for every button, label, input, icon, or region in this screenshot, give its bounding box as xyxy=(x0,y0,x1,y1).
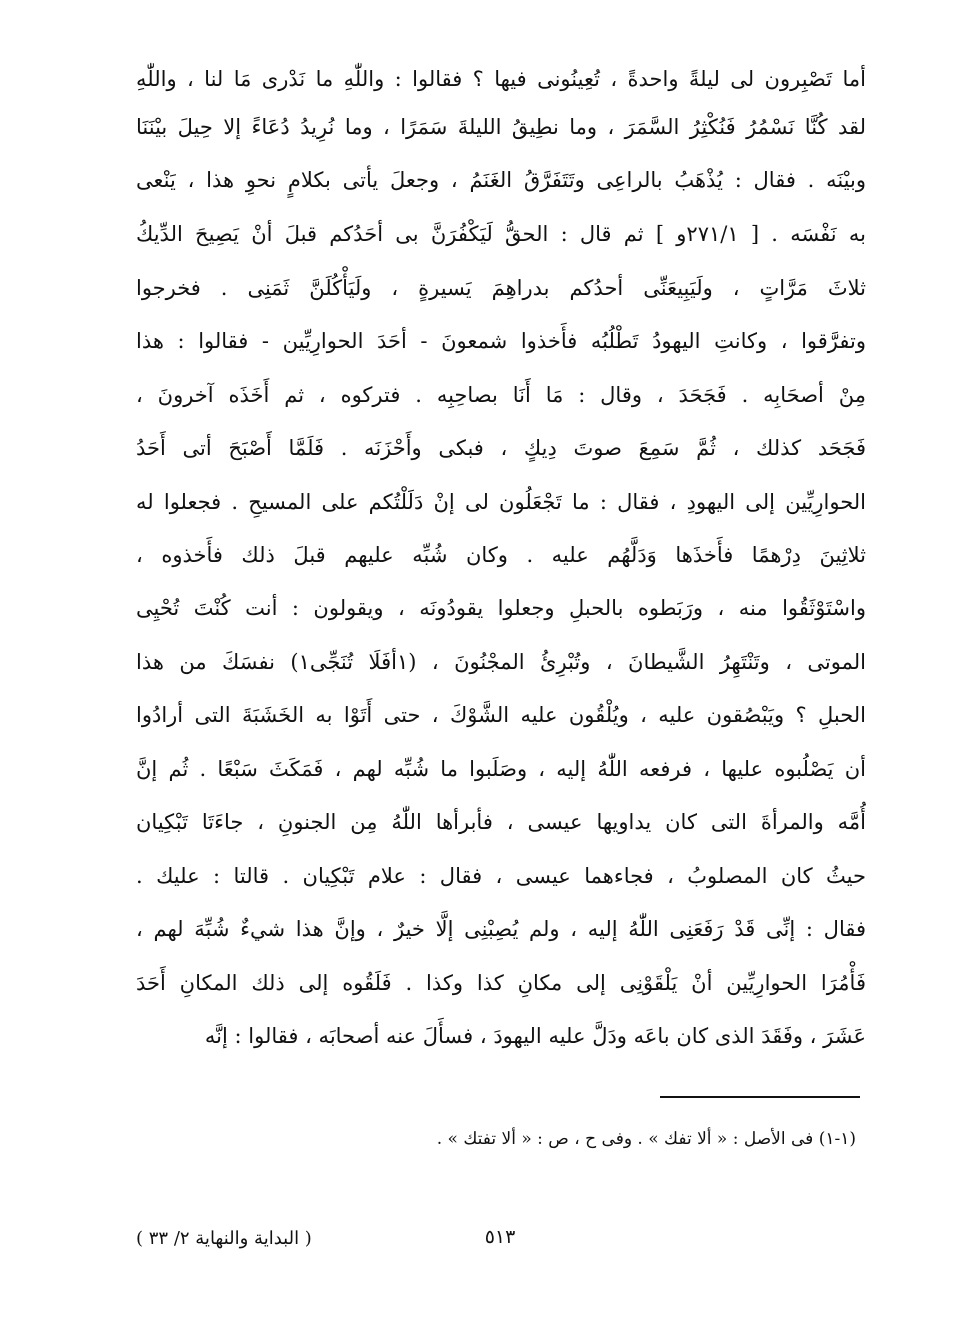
text-line: أُمَّه والمرأةَ التى كان يداويها عيسى ، فأبرأها اللّٰهُ مِن الجنونِ ، جاءَتَا تَبْكِيان xyxy=(136,810,866,834)
source-reference: ( البداية والنهاية ٢/ ٣٣ ) xyxy=(136,1228,312,1249)
text-line: به نَفْسَه . [ ٢٧١/١و ] ثم قال : الحقُّ لَيَكْفُرَنَّ بى أحَدُكم قبلَ أنْ يَصِيحَ الدِّيكُ xyxy=(136,222,866,246)
text-line: فَأْمُرَا الحوارِيِّين أنْ يَلْقَوْنِى إلى مكانِ كذا وكذا . فَلَقُوه إلى ذلك المكانِ أَحَدَ xyxy=(136,971,866,995)
text-line: أما تَصْبِرون لى ليلةً واحدةً ، تُعِينُونى فيها ؟ فقالوا : واللّٰهِ ما نَدْرى مَا لنا ، واللّٰهِ xyxy=(136,67,866,91)
text-line: واسْتَوْثَقُوا منه ، ورَبَطوه بالحبلِ وجعلوا يقودُونَه ، ويقولون : أنت كُنْتَ تُحْيِى xyxy=(136,596,866,620)
text-line: ثلاثِينَ دِرْهمًا فأَخذَها وَدَلَّهُم عليه . وكان شُبِّه عليهم قبلَ ذلك فأَخذوه ، xyxy=(136,543,866,567)
text-line: لقد كُنَّا نَسْمُرُ فَنُكْثِرُ السَّمَرَ ، وما نطِيقُ الليلةَ سَمَرًا ، وما نُرِيدُ دُعَاءً إلا حِيلَ بيْنَنَا xyxy=(136,115,866,139)
text-line: الموتى ، وتَنْتَهِرُ الشَّيطانَ ، وتُبْرِئُ المجْنُونَ ، (١أفَلَا تُنَجِّى١) نفسَكَ من هذا xyxy=(136,650,866,674)
text-line: مِنْ أصحَابِه . فَجَحَدَ ، وقال : مَا أَنَا بصاحِبِه . فتركوه ، ثم أَخَذَه آخرونَ ، xyxy=(136,383,866,407)
text-line: ثلاثَ مَرَّاتٍ ، ولَيَبِيعَنِّى أحدُكم بدراهِمَ يَسيرةٍ ، ولَيَأْكُلَنَّ ثَمَنِى . فخرجوا xyxy=(136,276,866,300)
text-line: وتفرَّقوا ، وكانتِ اليهودُ تَطْلُبُه فأَخذوا شمعونَ - أحَدَ الحوارِيِّين - فقالوا : هذا xyxy=(136,329,866,353)
text-line: الحبلِ ؟ ويَبْصُقون عليه ، ويُلْقُون عليه الشَّوْكَ ، حتى أَتَوْا به الخَشَبَةَ التى أرادُوا xyxy=(136,703,866,727)
text-line: فَجَحَد كذلك ، ثُمَّ سَمِعَ صوتَ دِيكٍ ، فبكى وأَحْزَنَه . فَلَمَّا أَصْبَحَ أتى أَحَدُ xyxy=(136,436,866,460)
text-line: وبيْنَه . فقال : يُذْهَبُ بالراعِى وتَتَفَرَّقُ الغَنَمُ ، وجعلَ يأتى بكلامٍ نحوِ هذا ، يَنْعى xyxy=(136,168,866,192)
text-line: فقال : إنِّى قَدْ رَفَعَنِى اللّٰهُ إليه ، ولم يُصِبْنِى إلَّا خيرٌ ، وإنَّ هذا شيءٌ شُبِّهَ لهم ، xyxy=(136,917,866,941)
footnote-divider xyxy=(660,1096,860,1098)
footnote: (١-١) فى الأصل : « ألا تفك » . وفى ح ، ص : « ألا تفتك » . xyxy=(436,1129,856,1149)
text-line: عَشَرَ ، وفَقَدَ الذى كان باعَه ودَلَّ عليه اليهودَ ، فسأَلَ عنه أصحابَه ، فقالوا : إنَّه xyxy=(204,1024,866,1048)
text-line: أن يَصْلُبوه عليها ، فرفعه اللّٰهُ إليه ، وصَلَبوا ما شُبِّه لهم ، فَمَكَثَ سَبْعًا . ثُم إنَّ xyxy=(136,757,866,781)
page-number: ٥١٣ xyxy=(484,1226,516,1248)
text-line: الحوارِيِّين إلى اليهودِ ، فقال : ما تَجْعَلُون لى إنْ دَلَلْتُكم على المسيحِ . فجعلوا له xyxy=(136,490,866,514)
text-line: حيثُ كان المصلوبُ ، فجاءهما عيسى ، فقال : علام تَبْكِيان . قالتا : عليك . xyxy=(136,864,866,888)
